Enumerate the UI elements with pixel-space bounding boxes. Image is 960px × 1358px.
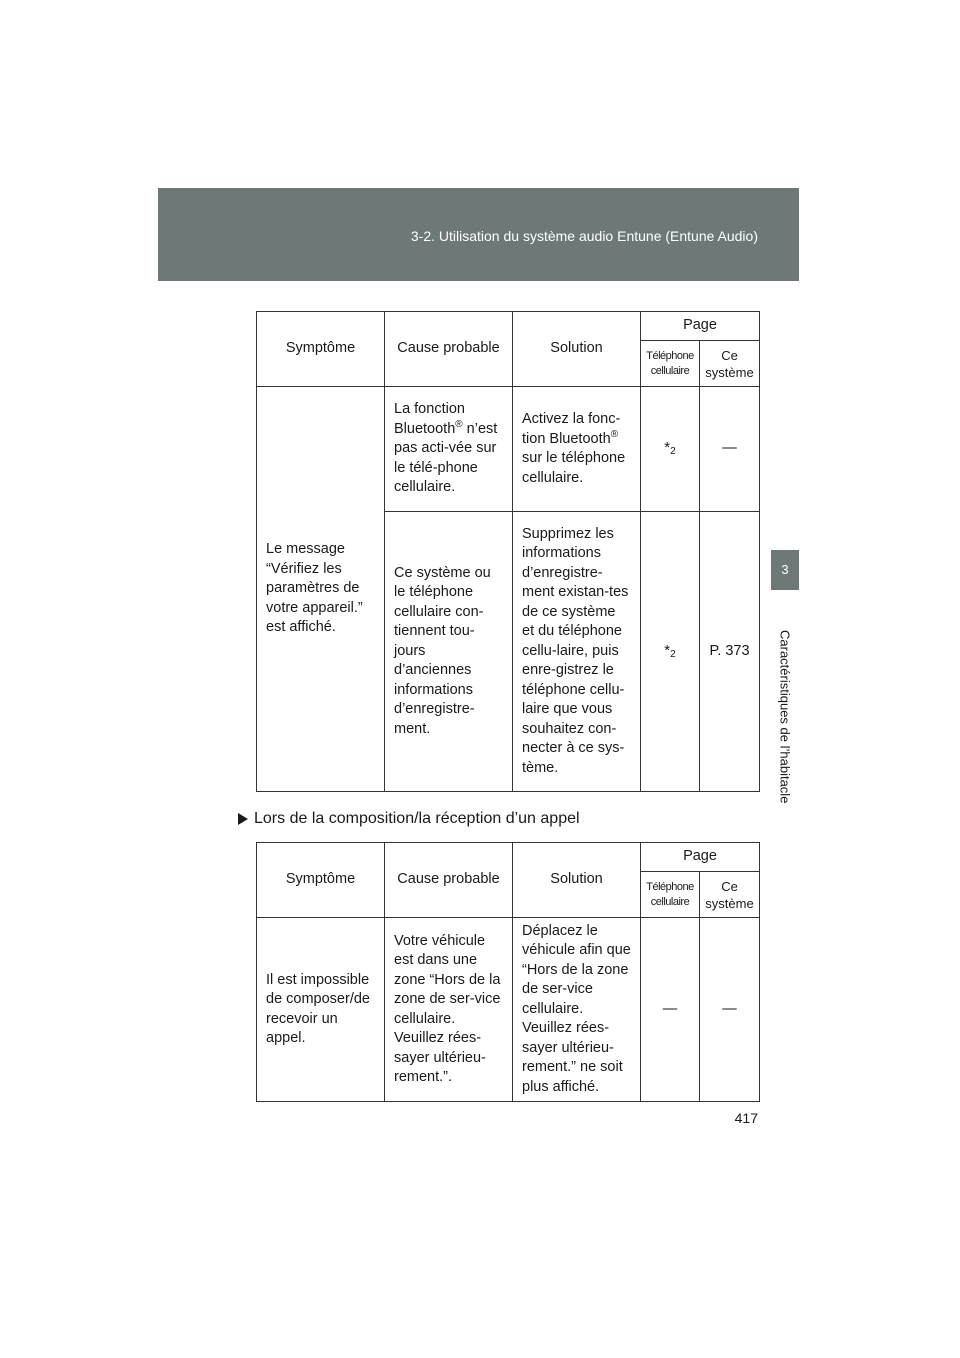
header-cause: Cause probable (385, 843, 513, 918)
header-cause: Cause probable (385, 312, 513, 387)
header-phone: Téléphone cellulaire (641, 341, 700, 387)
chapter-side-label: Caractéristiques de l’habitacle (777, 630, 793, 804)
section-heading: Lors de la composition/la réception d’un appel (238, 810, 580, 828)
solution-cell: Supprimez les informations d’enregistre-ment existan-tes de ce système et du téléphone cellu-laire, puis enre-gistrez le téléphone cellu-laire que vous souhaitez con-necter à ce sys-tème. (513, 512, 641, 792)
troubleshooting-table-1 (256, 311, 760, 792)
header-page: Page (641, 312, 760, 341)
cause-cell: La fonction Bluetooth® n’est pas acti-vée sur le télé-phone cellulaire. (385, 387, 513, 512)
header-page: Page (641, 843, 760, 872)
chapter-number-tab: 3 (771, 550, 799, 590)
chapter-title: 3-2. Utilisation du système audio Entune (Entune Audio) (410, 228, 758, 244)
troubleshooting-table-2 (256, 842, 760, 1102)
phone-page-ref: $*_2$ (641, 387, 700, 512)
system-page-ref: — (700, 918, 760, 1102)
header-solution: Solution (513, 312, 641, 387)
cause-cell: Ce système ou le téléphone cellulaire con-tiennent tou-jours d’anciennes informations d’enregistre-ment. (385, 512, 513, 792)
symptom-cell: Il est impossible de composer/de recevoir un appel. (257, 918, 385, 1102)
phone-page-ref: $*_2$ (641, 512, 700, 792)
header-symptom: Symptôme (257, 312, 385, 387)
solution-cell: Déplacez le véhicule afin que “Hors de la zone de ser-vice cellulaire. Veuillez rées-sayer ultérieu-rement.” ne soit plus affiché. (513, 918, 641, 1102)
symptom-cell: Le message “Vérifiez les paramètres de votre appareil.” est affiché. (257, 387, 385, 792)
system-page-ref: — (700, 387, 760, 512)
header-solution: Solution (513, 843, 641, 918)
triangle-bullet-icon (238, 813, 248, 825)
header-symptom: Symptôme (257, 843, 385, 918)
header-system: Ce système (700, 872, 760, 918)
header-system: Ce système (700, 341, 760, 387)
solution-cell: Activez la fonc-tion Bluetooth® sur le téléphone cellulaire. (513, 387, 641, 512)
phone-page-ref: — (641, 918, 700, 1102)
header-phone: Téléphone cellulaire (641, 872, 700, 918)
page-number: 417 (734, 1110, 758, 1126)
cause-cell: Votre véhicule est dans une zone “Hors de la zone de ser-vice cellulaire. Veuillez rées-sayer ultérieu-rement.”. (385, 918, 513, 1102)
system-page-ref: P. 373 (700, 512, 760, 792)
